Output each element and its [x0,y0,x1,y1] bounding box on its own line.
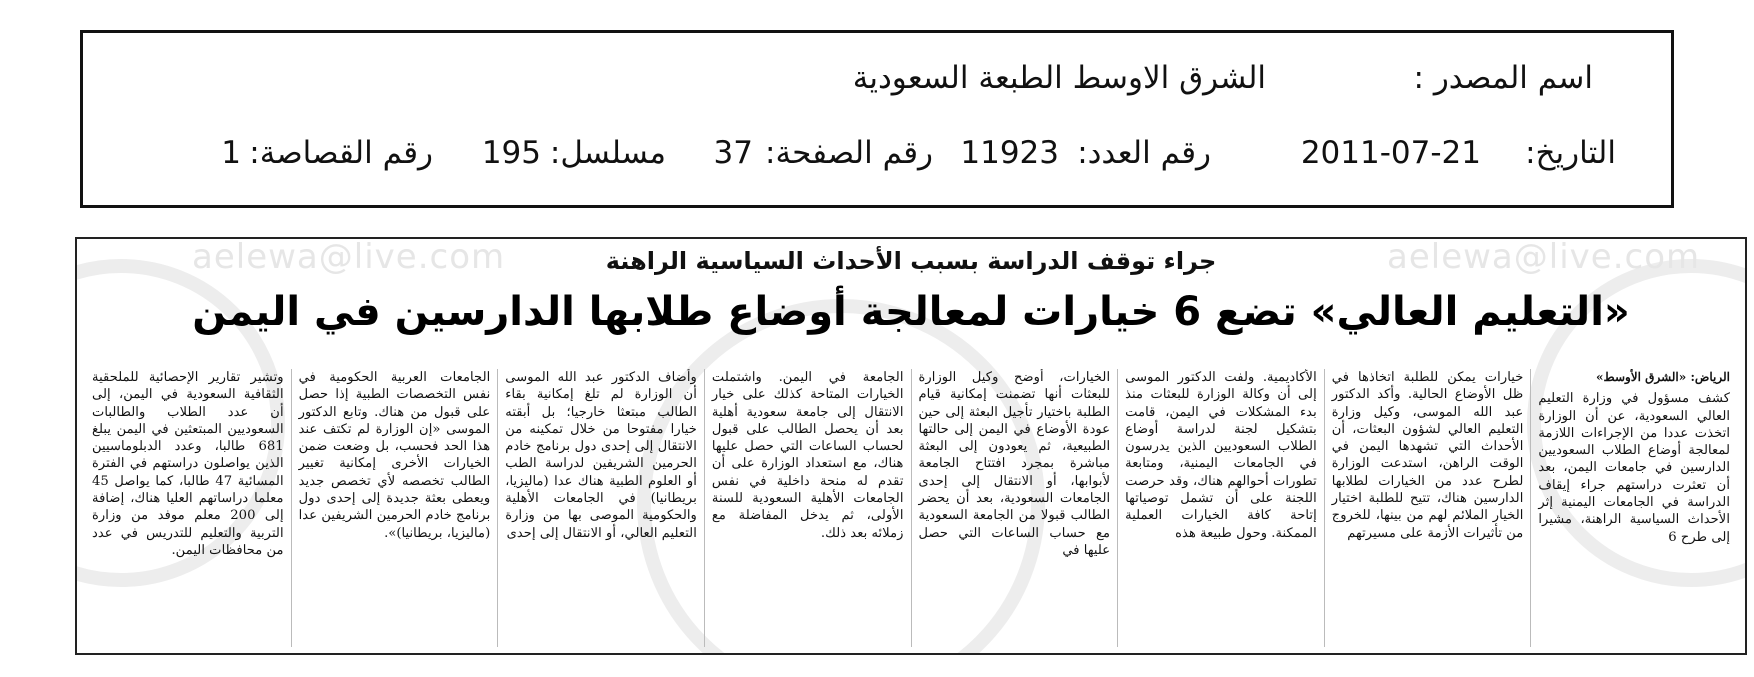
column-text: الخيارات، أوضح وكيل الوزارة للبعثات أنها تضمنت إمكانية قيام الطلبة باختيار تأجيل البعثة إلى حين عودة الأوضاع في اليمن إلى حالتها الطبيعية، ثم يعودون إلى البعثة مباشرة بمجرد افتتاح الجامعة لأبوابها، أو الانتقال إلى إحدى الجامعات السعودية، بعد أن يحضر الطالب قبولا من الجامعة السعودية مع حساب الساعات التي حصل عليها في [918,370,1111,558]
date-value: 2011-07-21 [1300,135,1481,171]
article-columns [85,369,1737,647]
source-value: الشرق الاوسط الطبعة السعودية [852,60,1266,96]
article-dateline: الرياض: «الشرق الأوسط» [1596,370,1730,384]
article-kicker: جراء توقف الدراسة بسبب الأحداث السياسية الراهنة [605,247,1217,275]
article-column [1530,369,1737,647]
meta-row [83,128,1671,178]
page-label: رقم الصفحة: [765,135,933,171]
article-column [704,369,911,647]
column-text: كشف مسؤول في وزارة التعليم العالي السعودية، عن أن الوزارة اتخذت عددا من الإجراءات اللازمة لمعالجة أوضاع الطلاب السعوديين الدارسين في جامعات اليمن، بعد أن تعثرت دراستهم جراء إيقاف الدراسة في الجامعات اليمنية إثر الأحداث السياسية الراهنة، مشيرا إلى طرح 6 [1538,391,1730,545]
article-column [1324,369,1531,647]
column-text: وتشير تقارير الإحصائية للملحقية الثقافية السعودية في اليمن، إلى أن عدد الطلاب والطالبات السعوديين المبتعثين في اليمن يبلغ 681 طالبا، وعدد الدبلوماسيين الذين يواصلون دراستهم في الفترة المسائية 47 طالبا، كما يواصل 45 معلما دراساتهم العليا هناك، إضافة إلى 200 معلم موفد من وزارة التربية والتعليم للتدريس في عدد من محافظات اليمن. [92,370,284,558]
column-text: خيارات يمكن للطلبة اتخاذها في ظل الأوضاع الحالية. وأكد الدكتور عبد الله الموسى، وكيل وزارة التعليم العالي لشؤون البعثات، أن الأحداث التي تشهدها اليمن في الوقت الراهن، استدعت الوزارة لطرح عدد من الخيارات لطلابها الدارسين هناك، تتيح للطلبة اختيار الخيار الملائم لهم من بينها، للخروج من تأثيرات الأزمة على مسيرتهم [1331,370,1524,541]
serial-label: مسلسل: [549,135,666,171]
article-column [85,369,291,647]
source-row [83,53,1671,103]
article-column [911,369,1118,647]
column-text: الأكاديمية. ولفت الدكتور الموسى إلى أن وكالة الوزارة للبعثات منذ بدء المشكلات في اليمن، قامت بتشكيل لجنة لدراسة أوضاع الطلاب السعوديين الذين يدرسون في الجامعات اليمنية، ومتابعة تطورات أحوالهم هناك، وقد حرصت اللجنة على أن تشمل توصياتها إتاحة كافة الخيارات العملية الممكنة. وحول طبيعة هذه [1125,370,1317,541]
watermark-email-left: aelewa@live.com [192,237,506,277]
page-value: 37 [713,135,753,171]
column-text: وأضاف الدكتور عبد الله الموسى أن الوزارة لم تلغ إمكانية بقاء الطالب مبتعثا خارجيا؛ بل أبقته خيارا مفتوحا من خلال تمكينه من الانتقال إلى إحدى دول برنامج خادم الحرمين الشريفين لدراسة الطب أو العلوم الطبية هناك عدا (ماليزيا، بريطانيا) في الجامعات الأهلية والحكومية الموصى بها من وزارة التعليم العالي، أو الانتقال إلى إحدى [505,370,697,541]
column-text: الجامعة في اليمن. واشتملت الخيارات المتاحة كذلك على خيار الانتقال إلى جامعة سعودية أهلية بعد أن يحصل الطالب على قبول لحساب الساعات التي حصل عليها هناك، مع استعداد الوزارة على أن تقدم له منحة داخلية في نفس الجامعات الأهلية السعودية للسنة الأولى، ثم يدخل المفاضلة مع زملائه بعد ذلك. [711,370,904,541]
article-column [1117,369,1324,647]
watermark-email-right: aelewa@live.com [1387,237,1701,277]
serial-value: 195 [481,135,541,171]
source-label: اسم المصدر : [1413,60,1593,96]
clip-value: 1 [221,135,241,171]
article-column [497,369,704,647]
column-text: الجامعات العربية الحكومية في نفس التخصصات الطبية إذا حصل على قبول من هناك. وتابع الدكتور الموسى «إن الوزارة لم تكتف عند هذا الحد فحسب، بل وضعت ضمن الخيارات الأخرى إمكانية تغيير الطالب تخصصه لأي تخصص جديد ويعطى بعثة جديدة إلى إحدى دول برنامج خادم الحرمين الشريفين عدا (ماليزيا، بريطانيا)». [298,370,491,541]
date-label: التاريخ: [1525,135,1616,171]
article-column [291,369,498,647]
source-info-box [80,30,1674,208]
newspaper-clipping [75,237,1747,655]
issue-label: رقم العدد: [1077,135,1211,171]
article-headline: «التعليم العالي» تضع 6 خيارات لمعالجة أوضاع طلابها الدارسين في اليمن [192,289,1630,335]
clip-label: رقم القصاصة: [249,135,433,171]
issue-value: 11923 [960,135,1059,171]
